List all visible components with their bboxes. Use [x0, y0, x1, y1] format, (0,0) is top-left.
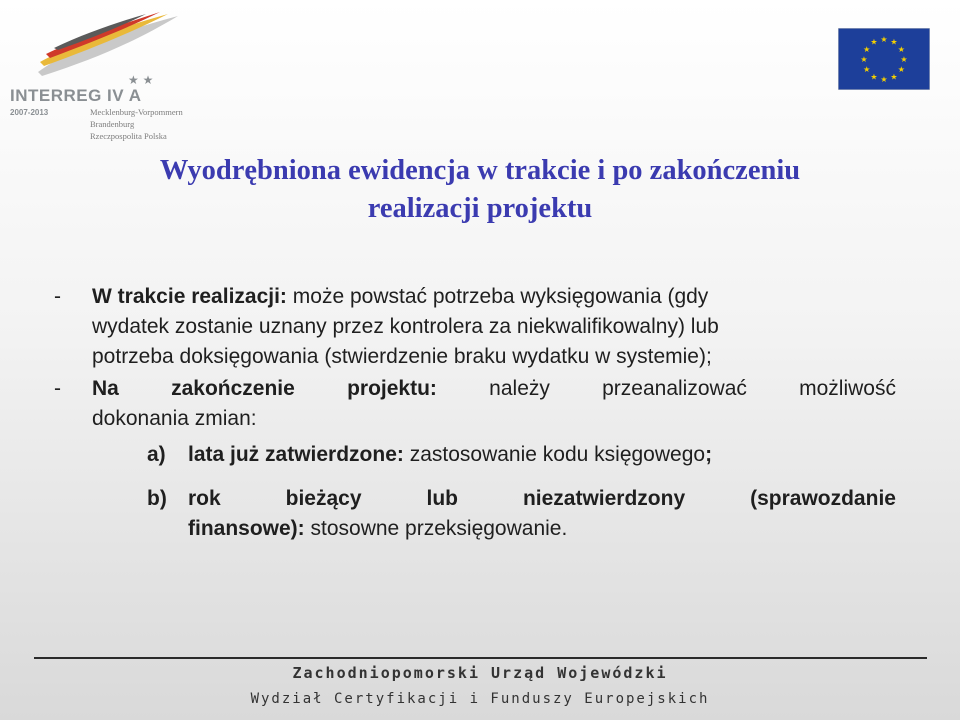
page-title: [40, 152, 920, 228]
sub-item-word: rok: [188, 487, 221, 510]
sub-item-label: b): [147, 487, 167, 510]
eu-star-icon: ★: [860, 55, 868, 64]
item-text-word: należy: [489, 377, 550, 400]
eu-star-icon: ★: [863, 45, 871, 54]
item-text: wydatek zostanie uznany przez kontrolera za niekwalifikowalny) lub: [92, 315, 719, 338]
logo-years: 2007-2013: [10, 108, 49, 117]
logo-region: Rzeczpospolita Polska: [90, 131, 167, 141]
logo-regions: [90, 106, 183, 142]
footer-divider: [34, 657, 927, 659]
sub-item-heading: finansowe):: [188, 517, 305, 540]
footer-department-name: Wydział Certyfikacji i Funduszy Europejskich: [250, 691, 710, 707]
eu-star-icon: ★: [900, 55, 908, 64]
bullet-dash: -: [54, 285, 61, 308]
interreg-swoosh-icon: [28, 10, 198, 90]
item-heading-word: zakończenie: [171, 377, 295, 400]
eu-star-icon: ★: [897, 45, 905, 54]
sub-item-word: bieżący: [285, 487, 362, 510]
eu-star-icon: ★: [880, 35, 888, 44]
eu-flag-icon: [838, 28, 930, 90]
eu-star-icon: ★: [897, 65, 905, 74]
title-line: realizacji projektu: [367, 193, 593, 224]
sub-item-b: [54, 484, 896, 544]
slide-content: [54, 282, 896, 544]
sub-item-word: lub: [426, 487, 458, 510]
sub-item-text: stosowne przeksięgowanie.: [304, 517, 568, 540]
item-text: dokonania zmian:: [92, 407, 257, 430]
eu-star-icon: ★: [890, 72, 898, 82]
item-text-word: przeanalizować: [602, 377, 747, 400]
sub-item-end: ;: [705, 443, 713, 466]
item-heading-word: projektu:: [347, 377, 437, 400]
footer-office-name: Zachodniopomorski Urząd Wojewódzki: [292, 664, 668, 682]
item-heading: W trakcie realizacji:: [92, 285, 287, 308]
logo-program-name: INTERREG IV A: [10, 86, 142, 105]
list-item-completion: [54, 374, 896, 434]
sub-item-heading: lata już zatwierdzone:: [188, 443, 404, 466]
bullet-dash: -: [54, 377, 61, 400]
sub-item-word: (sprawozdanie: [750, 487, 896, 510]
item-text: może powstać potrzeba wyksięgowania (gdy: [286, 285, 709, 308]
logo-region: Brandenburg: [90, 119, 135, 129]
sub-item-label: a): [147, 443, 166, 466]
eu-star-icon: ★: [880, 75, 888, 84]
sub-item-text: zastosowanie kodu księgowego: [403, 443, 706, 466]
sub-item-word: niezatwierdzony: [522, 487, 686, 510]
eu-star-icon: ★: [870, 72, 878, 82]
logo-region: Mecklenburg-Vorpommern: [90, 107, 183, 117]
list-item-in-progress: [54, 282, 896, 372]
title-line: Wyodrębniona ewidencja w trakcie i po zakończeniu: [159, 155, 801, 186]
svg-text:★ ★: ★ ★: [128, 73, 154, 87]
item-text: potrzeba doksięgowania (stwierdzenie braku wydatku w systemie);: [92, 345, 712, 368]
sub-item-a: [54, 440, 896, 470]
eu-star-icon: ★: [870, 37, 878, 47]
interreg-logo: [8, 10, 218, 141]
item-heading-word: Na: [92, 377, 119, 400]
item-text-word: możliwość: [799, 377, 896, 400]
eu-star-icon: ★: [863, 65, 871, 74]
eu-star-icon: ★: [890, 37, 898, 47]
